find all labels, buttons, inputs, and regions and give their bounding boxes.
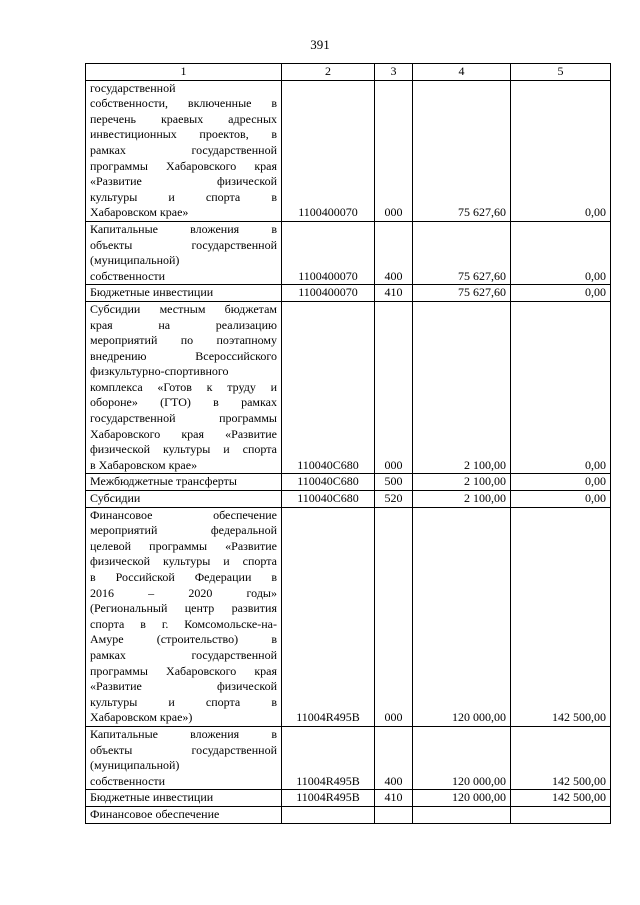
item-name-line: государственной программы (90, 411, 277, 426)
item-name-line: обороне» (ГТО) в рамках (90, 395, 277, 410)
expense-type-cell: 400 (375, 726, 413, 789)
item-name-cell (86, 80, 282, 221)
amount-2020-cell: 0,00 (511, 80, 611, 221)
item-name-line: Бюджетные инвестиции (90, 790, 214, 805)
amount-2020-cell: 0,00 (511, 474, 611, 491)
item-name-cell (86, 301, 282, 474)
amount-2020-cell: 142 500,00 (511, 790, 611, 807)
amount-2019-cell: 120 000,00 (413, 790, 511, 807)
expense-type-cell: 000 (375, 507, 413, 726)
item-name-line: внедрению Всероссийского (90, 348, 277, 363)
item-name-line: Капитальные вложения в (90, 726, 277, 741)
item-name-line: инвестиционных проектов, в (90, 127, 277, 142)
expense-type-cell: 000 (375, 301, 413, 474)
item-name-line: культуры и спорта в (90, 189, 277, 204)
item-name-line: программы Хабаровского края (90, 663, 277, 678)
amount-2019-cell: 120 000,00 (413, 726, 511, 789)
page-number: 391 (310, 37, 330, 52)
amount-2019-cell: 2 100,00 (413, 474, 511, 491)
table-row (86, 726, 611, 789)
code-cell: 1100400070 (282, 221, 375, 284)
item-name-line: Субсидии местным бюджетам (90, 301, 277, 316)
item-name-cell (86, 285, 282, 302)
item-name-cell (86, 507, 282, 726)
item-name-line: Межбюджетные трансферты (90, 474, 237, 489)
item-name-line: в Российской Федерации в (90, 570, 277, 584)
item-name-line: спорта в г. Комсомольске-на- (90, 616, 277, 631)
code-cell: 11004R495В (282, 507, 375, 726)
item-name-line: (муниципальной) (90, 758, 180, 773)
expense-type-cell: 520 (375, 491, 413, 508)
table-row (86, 285, 611, 302)
item-name-cell (86, 491, 282, 508)
expense-type-cell: 410 (375, 790, 413, 807)
code-cell: 11004R495В (282, 790, 375, 807)
item-name-line: собственности, включенные в (90, 96, 277, 111)
expense-type-cell: 410 (375, 285, 413, 302)
table-row (86, 80, 611, 221)
item-name-line: Финансовое обеспечение (90, 507, 277, 522)
item-name-line: собственности (90, 773, 166, 788)
amount-2019-cell: 2 100,00 (413, 491, 511, 508)
table-row (86, 221, 611, 284)
item-name-line: физической культуры и спорта (90, 554, 277, 569)
amount-2020-cell: 0,00 (511, 491, 611, 508)
amount-2019-cell: 120 000,00 (413, 507, 511, 726)
item-name-line: (муниципальной) (90, 253, 180, 268)
item-name-line: физкультурно-спортивного (90, 364, 229, 379)
item-name-cell (86, 726, 282, 789)
header-cell: 1 (86, 64, 282, 81)
table-row (86, 806, 611, 823)
amount-2020-cell (511, 806, 611, 823)
code-cell: 1100400070 (282, 285, 375, 302)
table-row (86, 491, 611, 508)
code-cell (282, 806, 375, 823)
header-cell: 5 (511, 64, 611, 81)
item-name-line: Капитальные вложения в (90, 221, 277, 236)
budget-table-body (86, 64, 611, 824)
amount-2019-cell: 75 627,60 (413, 221, 511, 284)
item-name-cell (86, 221, 282, 284)
item-name-cell (86, 474, 282, 491)
item-name-cell (86, 806, 282, 823)
expense-type-cell: 000 (375, 80, 413, 221)
item-name-line: в Хабаровском крае» (90, 457, 198, 472)
item-name-line: культуры и спорта в (90, 694, 277, 709)
item-name-line: Хабаровском крае» (90, 205, 189, 220)
amount-2020-cell: 0,00 (511, 285, 611, 302)
expense-type-cell: 400 (375, 221, 413, 284)
item-name-line: «Развитие физической (90, 174, 277, 189)
expense-type-cell: 500 (375, 474, 413, 491)
code-cell: 110040С680 (282, 491, 375, 508)
amount-2020-cell: 142 500,00 (511, 507, 611, 726)
item-name-cell (86, 790, 282, 807)
item-name-line: собственности (90, 268, 166, 283)
item-name-line: перечень краевых адресных (90, 111, 277, 126)
item-name-line: Хабаровского края «Развитие (90, 426, 277, 441)
item-name-line: рамках государственной (90, 647, 277, 662)
item-name-line: мероприятий федеральной (90, 523, 277, 538)
item-name-line: государственной (90, 80, 176, 95)
amount-2019-cell: 2 100,00 (413, 301, 511, 474)
item-name-line: Бюджетные инвестиции (90, 285, 214, 300)
item-name-line: Финансовое обеспечение (90, 806, 220, 821)
header-cell: 3 (375, 64, 413, 81)
expense-type-cell (375, 806, 413, 823)
item-name-line: 2016 – 2020 годы» (90, 585, 277, 600)
item-name-line: целевой программы «Развитие (90, 538, 277, 553)
amount-2019-cell: 75 627,60 (413, 285, 511, 302)
code-cell: 1100400070 (282, 80, 375, 221)
item-name-line: объекты государственной (90, 742, 277, 757)
code-cell: 11004R495В (282, 726, 375, 789)
item-name-line: комплекса «Готов к труду и (90, 379, 277, 394)
header-cell: 2 (282, 64, 375, 81)
table-row (86, 474, 611, 491)
code-cell: 110040С680 (282, 474, 375, 491)
item-name-line: (Региональный центр развития (90, 601, 277, 616)
item-name-line: «Развитие физической (90, 679, 277, 694)
code-cell: 110040С680 (282, 301, 375, 474)
item-name-line: физической культуры и спорта (90, 442, 277, 457)
item-name-line: Хабаровском крае») (90, 710, 193, 725)
table-row (86, 790, 611, 807)
amount-2020-cell: 142 500,00 (511, 726, 611, 789)
amount-2020-cell: 0,00 (511, 301, 611, 474)
budget-table (85, 63, 611, 824)
item-name-line: края на реализацию (90, 317, 277, 332)
item-name-line: мероприятий по поэтапному (90, 333, 277, 348)
header-cell: 4 (413, 64, 511, 81)
item-name-line: объекты государственной (90, 237, 277, 252)
item-name-line: Субсидии (90, 491, 141, 506)
table-row (86, 301, 611, 474)
header-row (86, 64, 611, 81)
item-name-line: рамках государственной (90, 142, 277, 157)
item-name-line: программы Хабаровского края (90, 158, 277, 173)
amount-2020-cell: 0,00 (511, 221, 611, 284)
amount-2019-cell (413, 806, 511, 823)
amount-2019-cell: 75 627,60 (413, 80, 511, 221)
item-name-line: Амуре (строительство) в (90, 632, 277, 647)
table-row (86, 507, 611, 726)
